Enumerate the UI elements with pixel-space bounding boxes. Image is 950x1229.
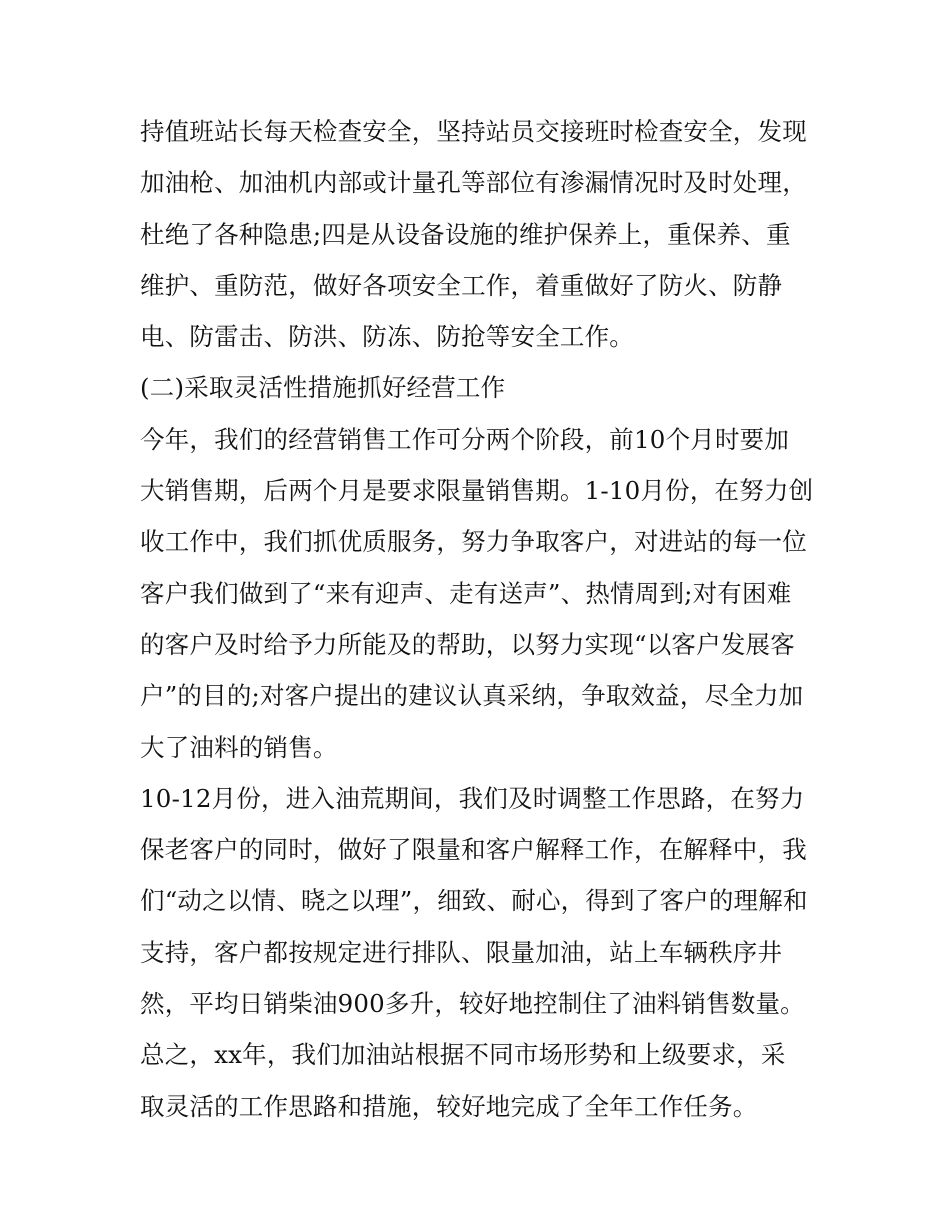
- text-line: 持值班站长每天检查安全，坚持站员交接班时检查安全，发现: [140, 117, 807, 146]
- text-line: 支持，客户都按规定进行排队、限量加油，站上车辆秩序井: [140, 937, 783, 967]
- text-line: 的客户及时给予力所能及的帮助，以努力实现“以客户发展客: [140, 629, 795, 659]
- section-heading: (二)采取灵活性措施抓好经营工作: [140, 373, 506, 403]
- text-line: 然，平均日销柴油900多升，较好地控制住了油料销售数量。: [140, 989, 805, 1019]
- text-line: 总之，xx年，我们加油站根据不同市场形势和上级要求，采: [140, 1040, 786, 1070]
- text-line: 们“动之以情、晓之以理”，细致、耐心，得到了客户的理解和: [140, 886, 808, 916]
- text-line: 杜绝了各种隐患;四是从设备设施的维护保养上，重保养、重: [140, 219, 791, 249]
- text-line: 收工作中，我们抓优质服务，努力争取客户，对进站的每一位: [140, 527, 807, 557]
- text-line: 电、防雷击、防洪、防冻、防抢等安全工作。: [140, 322, 634, 352]
- text-line: 户”的目的;对客户提出的建议认真采纳，争取效益，尽全力加: [140, 681, 804, 711]
- text-line: 取灵活的工作思路和措施，较好地完成了全年工作任务。: [140, 1091, 758, 1121]
- text-line: 大了油料的销售。: [140, 732, 338, 762]
- text-line: 大销售期，后两个月是要求限量销售期。1-10月份，在努力创: [140, 476, 814, 506]
- text-line: 今年，我们的经营销售工作可分两个阶段，前10个月时要加: [140, 424, 790, 454]
- text-line: 维护、重防范，做好各项安全工作，着重做好了防火、防静: [140, 270, 783, 300]
- text-line: 客户我们做到了“来有迎声、走有送声”、热情周到;对有困难: [140, 578, 792, 608]
- body-text: [140, 106, 820, 1132]
- text-line: 10-12月份，进入油荒期间，我们及时调整工作思路，在努力: [140, 783, 805, 813]
- text-line: 加油枪、加油机内部或计量孔等部位有渗漏情况时及时处理，: [140, 168, 807, 198]
- text-line: 保老客户的同时，做好了限量和客户解释工作，在解释中，我: [140, 835, 807, 865]
